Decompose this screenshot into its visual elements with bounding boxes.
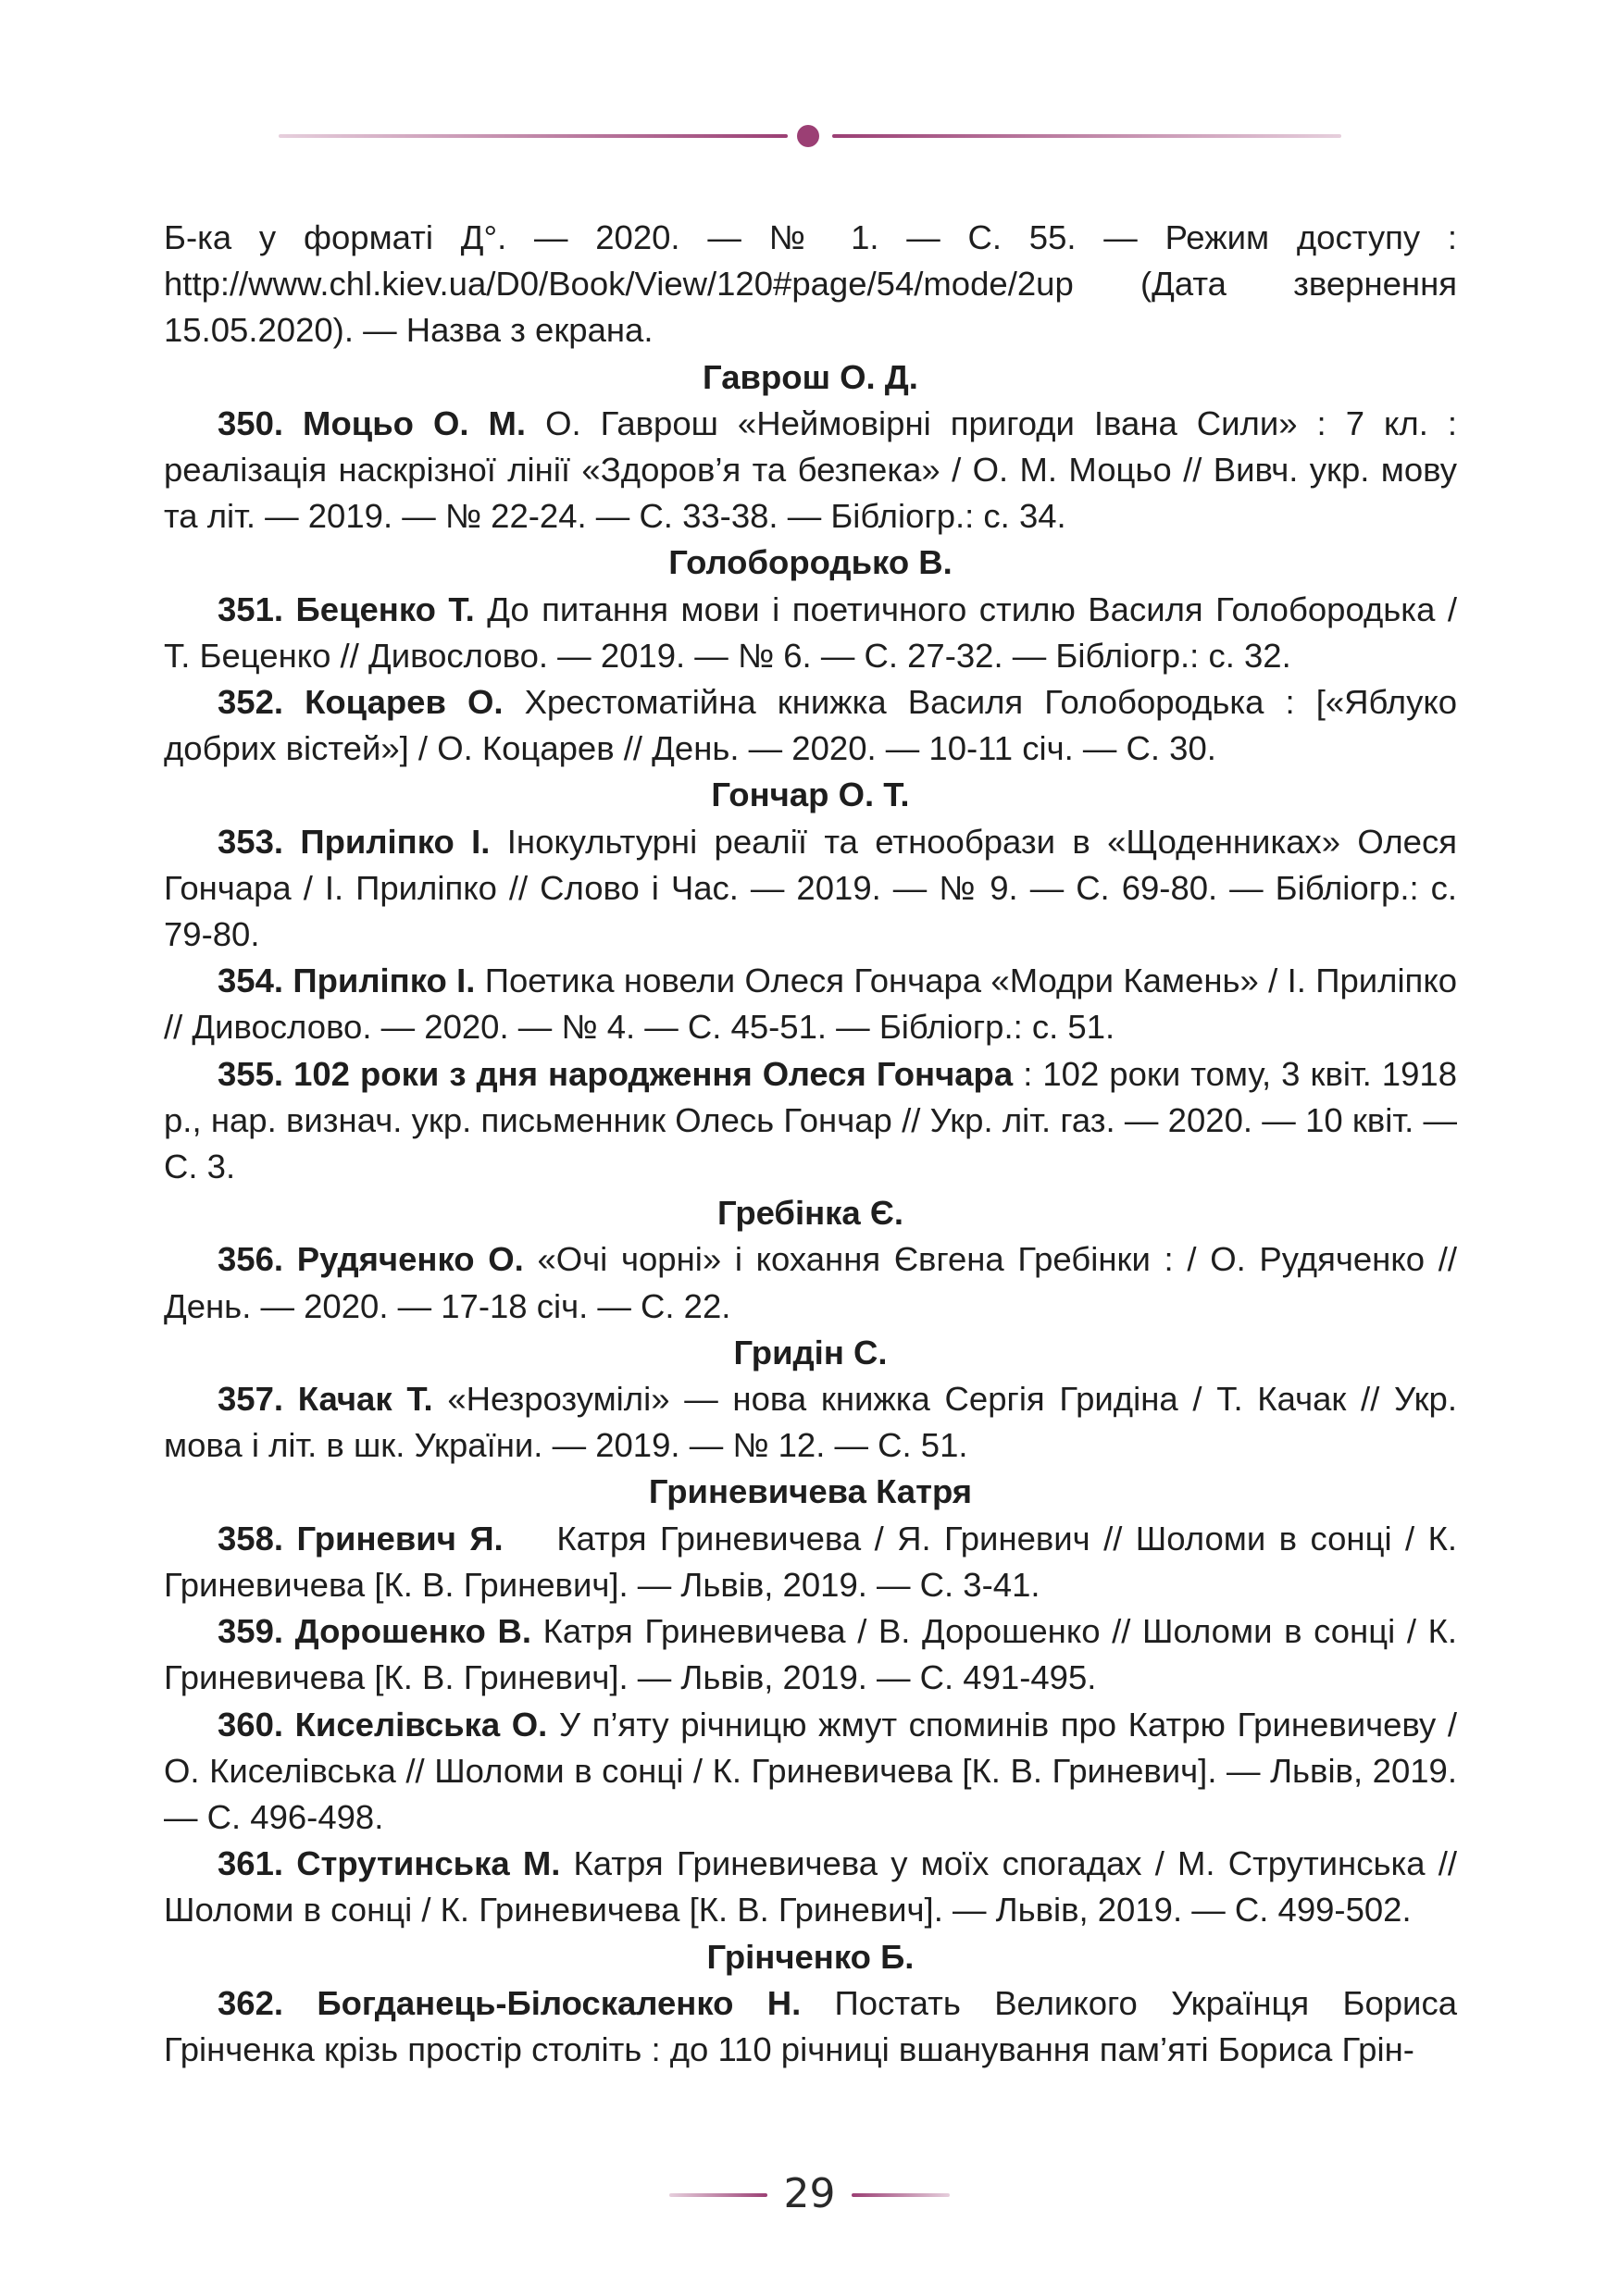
- bibliography-entry: [164, 1236, 1457, 1329]
- author-heading: Гриневичева Катря: [648, 1472, 973, 1511]
- entry-author: 359. Дорошенко В.: [218, 1612, 531, 1651]
- entry-author: 360. Киселівська О.: [218, 1705, 548, 1744]
- top-rule-left: [279, 134, 788, 138]
- entry-text: Катря Гриневичева у моїх спогадах / М. Струтинська // Шоломи в сонці / К. Гриневичева [К. В. Гриневич]. — Львів, 2019. — С. 499-502.: [164, 1844, 1457, 1930]
- entry-text: Поетика новели Олеся Гончара «Модри Камень» / І. Приліпко // Дивослово. — 2020. — № 4. — С. 45-51. — Бібліогр.: с. 51.: [164, 962, 1457, 1047]
- entry-author: 357. Качак Т.: [218, 1380, 433, 1419]
- bibliography-entry: [164, 679, 1457, 772]
- author-heading: Гребінка Є.: [717, 1194, 903, 1233]
- page-footer: [0, 2171, 1619, 2217]
- entry-author: 361. Струтинська М.: [218, 1844, 561, 1883]
- entry-text: О. Гаврош «Неймовірні пригоди Івана Сили» : 7 кл. : реалізація наскрізної лінії «Здоров’я та безпека» / О. М. Моцьо // Вивч. укр. мову та літ. — 2019. — № 22-24. — С. 33-38. — Бібліогр.: с. 34.: [164, 403, 1457, 536]
- entry-text: «Незрозумілі» — нова книжка Сергія Гридіна / Т. Качак // Укр. мова і літ. в шк. України. — 2019. — № 12. — С. 51.: [164, 1380, 1457, 1465]
- entry-text: «Очі чорні» і кохання Євгена Гребінки : / О. Рудяченко // День. — 2020. — 17-18 січ. — С. 22.: [164, 1240, 1457, 1325]
- entry-text: До питання мови і поетичного стилю Василя Голобородька / Т. Беценко // Дивослово. — 2019. — № 6. — С. 27-32. — Бібліогр.: с. 32.: [164, 590, 1457, 675]
- entry-author: 352. Коцарев О.: [218, 683, 504, 722]
- footer-rule-right: [852, 2193, 950, 2197]
- footer-rule-left: [669, 2193, 767, 2197]
- top-rule-right: [832, 134, 1341, 138]
- entry-author: 351. Беценко Т.: [218, 590, 475, 628]
- bibliography-entry: [164, 1702, 1457, 1842]
- entry-author: 356. Рудяченко О.: [218, 1240, 524, 1279]
- author-heading: Грінченко Б.: [706, 1937, 915, 1976]
- entry-text: Катря Гриневичева / В. Дорошенко // Шоломи в сонці / К. Гриневичева [К. В. Гриневич]. — Львів, 2019. — С. 491-495.: [164, 1612, 1457, 1697]
- bibliography-entry: [164, 1841, 1457, 1933]
- ornament-dot: [797, 125, 819, 147]
- entry-text: : 102 роки тому, 3 квіт. 1918 р., нар. визнач. укр. письменник Олесь Гончар // Укр. літ. газ. — 2020. — 10 квіт. — С. 3.: [164, 1054, 1457, 1186]
- page-number: 29: [783, 2170, 836, 2217]
- entry-text: Катря Гриневичева / Я. Гриневич // Шоломи в сонці / К. Гриневичева [К. В. Гриневич]. — Львів, 2019. — С. 3-41.: [164, 1519, 1467, 1604]
- entry-text: Постать Великого Українця Бориса Грінченка крізь простір століть : до 110 річниці вшанування пам’яті Бориса Грін-: [164, 1983, 1457, 2068]
- entry-author: 350. Моцьо О. М.: [218, 403, 527, 442]
- entry-text: Інокультурні реалії та етнообрази в «Щоденниках» Олеся Гончара / І. Приліпко // Слово і Час. — 2019. — № 9. — С. 69-80. — Бібліогр.: с. 79-80.: [164, 822, 1457, 954]
- entry-author: 362. Богданець-Білоскаленко Н.: [218, 1983, 802, 2022]
- bibliography-entry: [164, 958, 1457, 1050]
- entry-author: 358. Гриневич Я.: [218, 1519, 504, 1558]
- top-ornament: [0, 118, 1619, 155]
- page-content: [164, 215, 1467, 2073]
- bibliography-entry: [164, 401, 1457, 540]
- bibliography-entry: [164, 819, 1457, 959]
- author-heading: Гридін С.: [733, 1333, 888, 1371]
- bibliography-entry: [164, 1608, 1457, 1701]
- entry-text: Хрестоматійна книжка Василя Голобородька : [«Яблуко добрих вістей»] / О. Коцарев // День. — 2020. — 10-11 січ. — С. 30.: [164, 683, 1457, 768]
- entry-author: 355. 102 роки з дня народження Олеся Гончара: [218, 1054, 1014, 1093]
- entry-text: У п’яту річницю жмут споминів про Катрю Гриневичеву / О. Киселівська // Шоломи в сонці / К. Гриневичева [К. В. Гриневич]. — Львів, 2019. — С. 496-498.: [164, 1705, 1457, 1836]
- bibliography-entry: [164, 1980, 1457, 2073]
- author-heading: Гаврош О. Д.: [703, 357, 918, 396]
- author-heading: Гончар О. Т.: [711, 776, 910, 814]
- bibliography-entry: [164, 1516, 1467, 1608]
- entry-author: 353. Приліпко І.: [218, 822, 491, 861]
- bibliography-entry: [164, 587, 1457, 679]
- bibliography-entry: [164, 1376, 1457, 1469]
- continuation-text: Б-ка у форматі Д°. — 2020. — № 1. — С. 55. — Режим доступу : http://www.chl.kiev.ua/D0/Book/View/120#page/54/mode/2up (Дата звернення 15.05.2020). — Назва з екрана.: [164, 218, 1457, 350]
- author-heading: Голобородько В.: [668, 543, 953, 582]
- bibliography-entry: [164, 1051, 1457, 1191]
- entry-author: 354. Приліпко І.: [218, 962, 476, 1000]
